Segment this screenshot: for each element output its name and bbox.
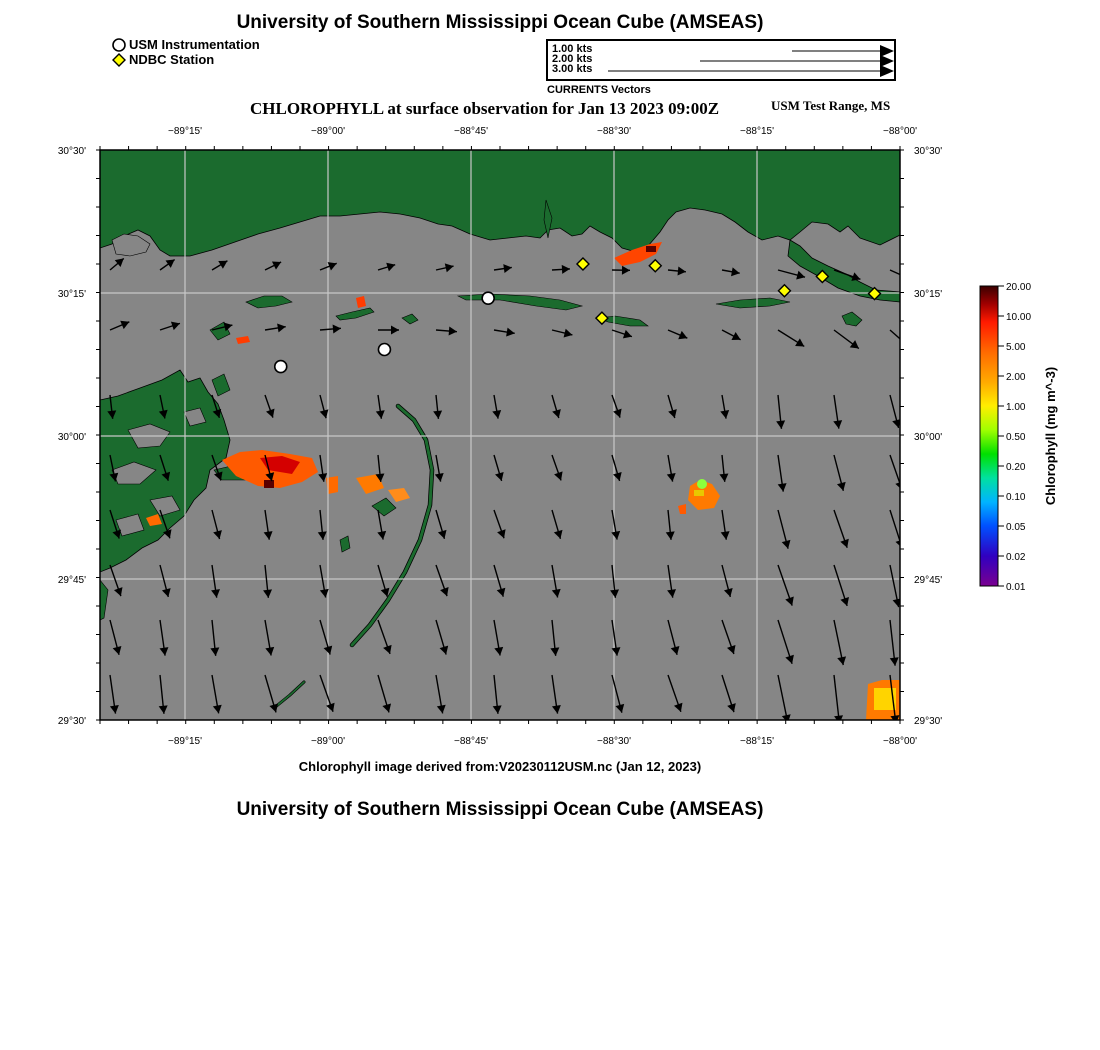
x-tick-bottom: −89°00': [311, 736, 345, 747]
range-label: USM Test Range, MS: [771, 98, 891, 113]
colorbar-tick: 0.05: [1006, 522, 1026, 533]
colorbar-tick: 0.01: [1006, 582, 1026, 593]
colorbar-tick: 0.02: [1006, 552, 1026, 563]
x-tick-bottom: −89°15': [168, 736, 202, 747]
usm-station-marker[interactable]: [378, 344, 390, 356]
colorbar-tick: 10.00: [1006, 312, 1032, 323]
usm-station-marker[interactable]: [275, 361, 287, 373]
footer-title: University of Southern Mississippi Ocean Cube (AMSEAS): [236, 799, 764, 820]
x-tick-top: −89°15': [168, 126, 202, 137]
colorbar-tick: 0.50: [1006, 432, 1026, 443]
x-tick-top: −88°00': [883, 126, 917, 137]
vector-legend-caption: CURRENTS Vectors: [547, 84, 651, 96]
y-tick-right: 29°30': [914, 716, 943, 727]
colorbar-tick: 20.00: [1006, 282, 1032, 293]
x-tick-top: −88°45': [454, 126, 488, 137]
y-tick-right: 30°00': [914, 432, 943, 443]
colorbar-label: Chlorophyll (mg m^-3): [1043, 366, 1058, 506]
y-tick-left: 30°00': [57, 432, 86, 443]
y-tick-left: 29°45': [57, 575, 86, 586]
x-tick-bottom: −88°15': [740, 736, 774, 747]
ndbc-legend-label: NDBC Station: [129, 52, 215, 67]
page-title: University of Southern Mississippi Ocean Cube (AMSEAS): [236, 12, 764, 33]
y-tick-right: 30°15': [914, 289, 943, 300]
source-caption: Chlorophyll image derived from:V20230112USM.nc (Jan 12, 2023): [298, 759, 702, 774]
x-tick-bottom: −88°45': [454, 736, 488, 747]
colorbar-tick: 1.00: [1006, 402, 1026, 413]
y-tick-left: 29°30': [57, 716, 86, 727]
vector-legend-3kt: 3.00 kts: [552, 63, 593, 75]
usm-station-marker[interactable]: [482, 292, 494, 304]
y-tick-left: 30°30': [57, 146, 86, 157]
colorbar-tick: 5.00: [1006, 342, 1026, 353]
colorbar-scale: [980, 286, 998, 586]
map-subtitle: CHLOROPHYLL at surface observation for Jan 13 2023 09:00Z: [250, 99, 720, 118]
usm-legend-label: USM Instrumentation: [129, 37, 260, 52]
y-tick-right: 30°30': [914, 146, 943, 157]
x-tick-top: −89°00': [311, 126, 345, 137]
x-tick-top: −88°15': [740, 126, 774, 137]
y-tick-left: 30°15': [57, 289, 86, 300]
x-tick-bottom: −88°30': [597, 736, 631, 747]
vector-legend-1kt: 1.00 kts: [552, 43, 593, 55]
vector-legend-2kt: 2.00 kts: [552, 53, 593, 65]
colorbar-tick: 0.10: [1006, 492, 1026, 503]
x-tick-bottom: −88°00': [883, 736, 917, 747]
y-tick-right: 29°45': [914, 575, 943, 586]
colorbar-tick: 0.20: [1006, 462, 1026, 473]
x-tick-top: −88°30': [597, 126, 631, 137]
colorbar: [970, 278, 1080, 598]
colorbar-tick: 2.00: [1006, 372, 1026, 383]
